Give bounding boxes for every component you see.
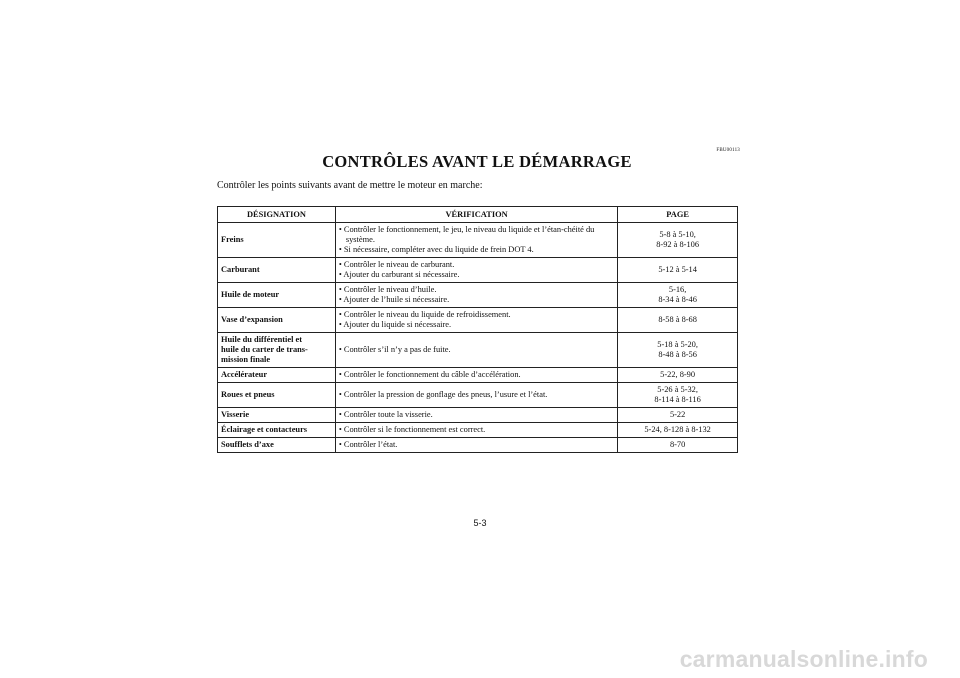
verification-item: • Ajouter du liquide si nécessaire. [338,320,452,329]
designation-line: Carburant [221,265,260,274]
designation-cell [218,438,336,453]
table-body [218,223,738,453]
verification-cell [335,308,617,333]
designation-line: Éclairage et contacteurs [221,425,308,434]
table-row [218,383,738,408]
header-verification: VÉRIFICATION [335,207,617,223]
verification-cell [335,438,617,453]
page-number: 5-3 [473,518,487,528]
page-reference-line: 8-114 à 8-116 [654,395,701,404]
page-reference-cell [618,438,738,453]
designation-line: huile du carter de trans- [221,345,308,354]
designation-cell [218,333,336,368]
verification-cell [335,258,617,283]
intro-text: Contrôler les points suivants avant de mettre le moteur en marche: [217,180,483,191]
table-row [218,423,738,438]
page-reference-cell [618,283,738,308]
table-row [218,258,738,283]
page-reference-line: 8-48 à 8-56 [658,350,697,359]
page-reference-cell [618,308,738,333]
verification-item: • Contrôler le fonctionnement, le jeu, le niveau du liquide et l’étan-chéité du système. [338,225,595,244]
page-reference-cell [618,423,738,438]
page-reference-cell [618,408,738,423]
designation-line: Visserie [221,410,250,419]
designation-cell [218,283,336,308]
verification-cell [335,283,617,308]
verification-cell [335,333,617,368]
designation-cell [218,383,336,408]
designation-cell [218,408,336,423]
document-code: FBU00113 [716,148,740,153]
page-reference-line: 8-34 à 8-46 [658,295,697,304]
verification-cell [335,223,617,258]
verification-item: • Contrôler le niveau du liquide de refroidissement. [338,310,511,319]
page-reference-cell [618,223,738,258]
designation-line: Huile du différentiel et [221,335,303,344]
page-reference-line: 5-22, 8-90 [660,370,696,379]
watermark: carmanualsonline.info [679,646,928,672]
verification-item: • Contrôler le niveau de carburant. [338,260,455,269]
designation-cell [218,368,336,383]
designation-line: Vase d’expansion [221,315,283,324]
verification-item: • Ajouter de l’huile si nécessaire. [338,295,450,304]
designation-line: Huile de moteur [221,290,280,299]
verification-item: • Contrôler la pression de gonflage des pneus, l’usure et l’état. [338,390,548,399]
page-reference-cell [618,258,738,283]
table-row [218,368,738,383]
designation-cell [218,223,336,258]
verification-item: • Contrôler toute la visserie. [338,410,433,419]
verification-cell [335,368,617,383]
table-header-row [218,207,738,223]
page-reference-line: 5-22 [669,410,686,419]
designation-cell [218,258,336,283]
page-reference-line: 5-18 à 5-20, [657,340,698,349]
page-reference-line: 8-92 à 8-106 [656,240,700,249]
table-row [218,438,738,453]
designation-line: Accélérateur [221,370,268,379]
page-reference-cell [618,333,738,368]
designation-cell [218,308,336,333]
page-reference-line: 5-8 à 5-10, [659,230,696,239]
page-reference-line: 8-58 à 8-68 [658,315,697,324]
verification-cell [335,383,617,408]
table-row [218,333,738,368]
verification-item: • Contrôler si le fonctionnement est correct. [338,425,486,434]
page-reference-cell [618,383,738,408]
header-designation: DÉSIGNATION [218,207,336,223]
table-row [218,283,738,308]
page-reference-cell [618,368,738,383]
table-row [218,408,738,423]
verification-item: • Contrôler le fonctionnement du câble d’accélération. [338,370,521,379]
page-title: CONTRÔLES AVANT LE DÉMARRAGE [322,152,632,171]
verification-item: • Contrôler le niveau d’huile. [338,285,437,294]
page-reference-line: 5-16, [668,285,687,294]
verification-item: • Si nécessaire, compléter avec du liquide de frein DOT 4. [338,245,534,254]
designation-line: Soufflets d’axe [221,440,274,449]
pre-start-checks-table [217,206,738,453]
page-reference-line: 8-70 [669,440,686,449]
page-reference-line: 5-24, 8-128 à 8-132 [644,425,711,434]
header-page: PAGE [618,207,738,223]
designation-cell [218,423,336,438]
verification-cell [335,408,617,423]
designation-line: Roues et pneus [221,390,275,399]
verification-item: • Contrôler s’il n’y a pas de fuite. [338,345,451,354]
verification-cell [335,423,617,438]
page-reference-line: 5-12 à 5-14 [658,265,697,274]
table-row [218,308,738,333]
designation-line: mission finale [221,355,271,364]
table-row [218,223,738,258]
designation-line: Freins [221,235,244,244]
verification-item: • Contrôler l’état. [338,440,398,449]
verification-item: • Ajouter du carburant si nécessaire. [338,270,460,279]
page-reference-line: 5-26 à 5-32, [657,385,698,394]
